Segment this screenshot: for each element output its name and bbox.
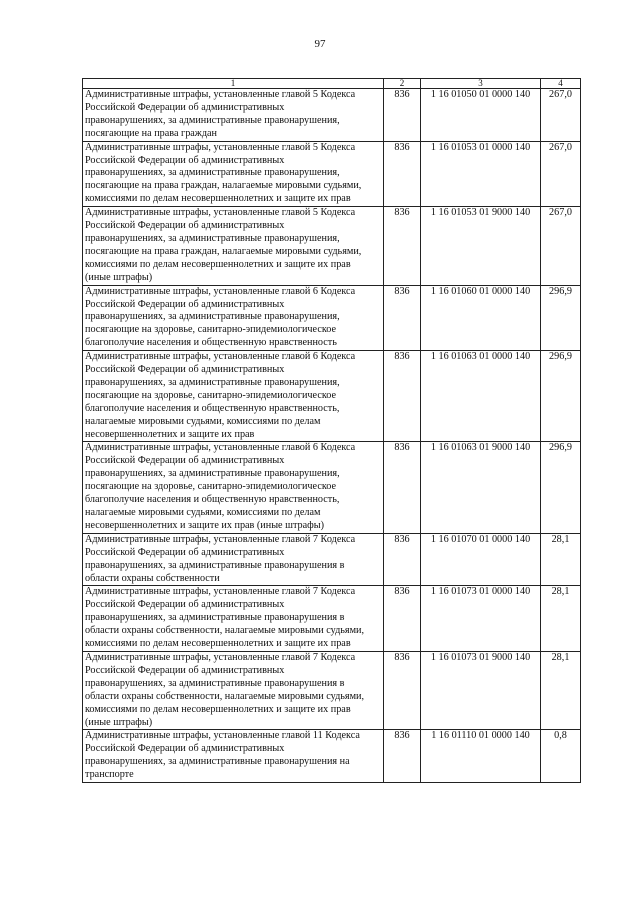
table-body — [83, 89, 581, 783]
description-line: посягающие на здоровье, санитарно-эпидемиологическое — [85, 481, 337, 493]
row-amount: 296,9 — [541, 351, 581, 442]
description-line: (иные штрафы) — [85, 716, 153, 728]
description-line: Административные штрафы, установленные главой 11 Кодекса — [85, 730, 360, 742]
row-admin-code: 836 — [384, 651, 421, 729]
description-line: области охраны собственности, налагаемые мировыми судьями, — [85, 625, 365, 637]
description-line: Российской Федерации об административных — [85, 743, 285, 755]
row-amount: 267,0 — [541, 89, 581, 142]
table-row — [83, 586, 581, 652]
description-line: посягающие на права граждан — [85, 127, 218, 139]
row-amount: 296,9 — [541, 285, 581, 351]
description-line: транспорте — [85, 769, 134, 781]
description-line: области охраны собственности — [85, 572, 220, 584]
column-header: 2 — [384, 79, 421, 89]
description-line: Административные штрафы, установленные главой 7 Кодекса — [85, 651, 356, 663]
row-description — [83, 730, 384, 783]
row-classification-code: 1 16 01063 01 9000 140 — [421, 442, 541, 533]
description-line: Административные штрафы, установленные главой 6 Кодекса — [85, 351, 356, 363]
description-line: Административные штрафы, установленные главой 7 Кодекса — [85, 586, 356, 598]
page-number: 97 — [314, 38, 326, 50]
description-line: благополучие населения и общественную нравственность, — [85, 402, 340, 414]
row-classification-code: 1 16 01110 01 0000 140 — [421, 730, 541, 783]
row-admin-code: 836 — [384, 533, 421, 586]
description-line: Российской Федерации об административных — [85, 220, 285, 232]
description-line: правонарушениях, за административные правонарушения в — [85, 612, 345, 624]
table-row — [83, 730, 581, 783]
description-line: Российской Федерации об административных — [85, 364, 285, 376]
description-line: Российской Федерации об административных — [85, 101, 285, 113]
description-line: Российской Федерации об административных — [85, 455, 285, 467]
row-admin-code: 836 — [384, 351, 421, 442]
row-classification-code: 1 16 01073 01 0000 140 — [421, 586, 541, 652]
row-description — [83, 207, 384, 285]
header-row — [83, 79, 581, 89]
row-amount: 267,0 — [541, 207, 581, 285]
description-line: налагаемые мировыми судьями, комиссиями по делам — [85, 415, 321, 427]
description-line: Административные штрафы, установленные главой 6 Кодекса — [85, 285, 356, 297]
row-classification-code: 1 16 01053 01 9000 140 — [421, 207, 541, 285]
row-classification-code: 1 16 01053 01 0000 140 — [421, 141, 541, 207]
description-line: посягающие на здоровье, санитарно-эпидемиологическое — [85, 324, 337, 336]
row-description — [83, 351, 384, 442]
row-description — [83, 533, 384, 586]
description-line: правонарушениях, за административные правонарушения в — [85, 677, 345, 689]
description-line: (иные штрафы) — [85, 271, 153, 283]
row-admin-code: 836 — [384, 207, 421, 285]
row-admin-code: 836 — [384, 141, 421, 207]
description-line: комиссиями по делам несовершеннолетних и защите их прав — [85, 258, 351, 270]
row-description — [83, 586, 384, 652]
row-admin-code: 836 — [384, 730, 421, 783]
table-row — [83, 442, 581, 533]
row-amount: 267,0 — [541, 141, 581, 207]
description-line: Российской Федерации об административных — [85, 154, 285, 166]
row-admin-code: 836 — [384, 285, 421, 351]
row-description — [83, 651, 384, 729]
column-header: 4 — [541, 79, 581, 89]
budget-table — [82, 78, 581, 783]
table-row — [83, 207, 581, 285]
row-amount: 28,1 — [541, 533, 581, 586]
row-description — [83, 89, 384, 142]
description-line: правонарушениях, за административные правонарушения, — [85, 232, 340, 244]
table-row — [83, 141, 581, 207]
description-line: благополучие населения и общественную нравственность — [85, 337, 337, 349]
description-line: области охраны собственности, налагаемые мировыми судьями, — [85, 690, 365, 702]
description-line: комиссиями по делам несовершеннолетних и защите их прав — [85, 193, 351, 205]
description-line: Российской Федерации об административных — [85, 546, 285, 558]
row-classification-code: 1 16 01060 01 0000 140 — [421, 285, 541, 351]
row-description — [83, 442, 384, 533]
description-line: правонарушениях, за административные правонарушения, — [85, 468, 340, 480]
row-admin-code: 836 — [384, 586, 421, 652]
description-line: правонарушениях, за административные правонарушения, — [85, 114, 340, 126]
row-description — [83, 285, 384, 351]
row-classification-code: 1 16 01063 01 0000 140 — [421, 351, 541, 442]
description-line: Административные штрафы, установленные главой 5 Кодекса — [85, 141, 356, 153]
table-row — [83, 651, 581, 729]
table-row — [83, 285, 581, 351]
row-classification-code: 1 16 01070 01 0000 140 — [421, 533, 541, 586]
row-amount: 296,9 — [541, 442, 581, 533]
row-amount: 28,1 — [541, 586, 581, 652]
description-line: Административные штрафы, установленные главой 7 Кодекса — [85, 533, 356, 545]
table-row — [83, 351, 581, 442]
description-line: комиссиями по делам несовершеннолетних и защите их прав — [85, 638, 351, 650]
description-line: посягающие на здоровье, санитарно-эпидемиологическое — [85, 389, 337, 401]
column-header: 3 — [421, 79, 541, 89]
row-admin-code: 836 — [384, 442, 421, 533]
description-line: Российской Федерации об административных — [85, 298, 285, 310]
description-line: благополучие населения и общественную нравственность, — [85, 494, 340, 506]
description-line: несовершеннолетних и защите их прав — [85, 428, 255, 440]
description-line: Российской Федерации об административных — [85, 599, 285, 611]
column-header: 1 — [83, 79, 384, 89]
description-line: правонарушениях, за административные правонарушения, — [85, 311, 340, 323]
description-line: Административные штрафы, установленные главой 6 Кодекса — [85, 442, 356, 454]
description-line: комиссиями по делам несовершеннолетних и защите их прав — [85, 703, 351, 715]
row-amount: 28,1 — [541, 651, 581, 729]
row-amount: 0,8 — [541, 730, 581, 783]
description-line: Российской Федерации об административных — [85, 664, 285, 676]
description-line: налагаемые мировыми судьями, комиссиями по делам — [85, 507, 321, 518]
row-classification-code: 1 16 01073 01 9000 140 — [421, 651, 541, 729]
row-classification-code: 1 16 01050 01 0000 140 — [421, 89, 541, 142]
description-line: правонарушениях, за административные правонарушения на — [85, 756, 350, 768]
description-line: правонарушениях, за административные правонарушения, — [85, 167, 340, 179]
description-line: правонарушениях, за административные правонарушения, — [85, 376, 340, 388]
row-admin-code: 836 — [384, 89, 421, 142]
table-row — [83, 89, 581, 142]
description-line: Административные штрафы, установленные главой 5 Кодекса — [85, 207, 356, 219]
row-description — [83, 141, 384, 207]
description-line: правонарушениях, за административные правонарушения в — [85, 559, 345, 571]
description-line: несовершеннолетних и защите их прав (иные штрафы) — [85, 519, 325, 531]
table-row — [83, 533, 581, 586]
description-line: посягающие на права граждан, налагаемые мировыми судьями, — [85, 180, 362, 192]
description-line: посягающие на права граждан, налагаемые мировыми судьями, — [85, 245, 362, 257]
description-line: Административные штрафы, установленные главой 5 Кодекса — [85, 89, 356, 100]
